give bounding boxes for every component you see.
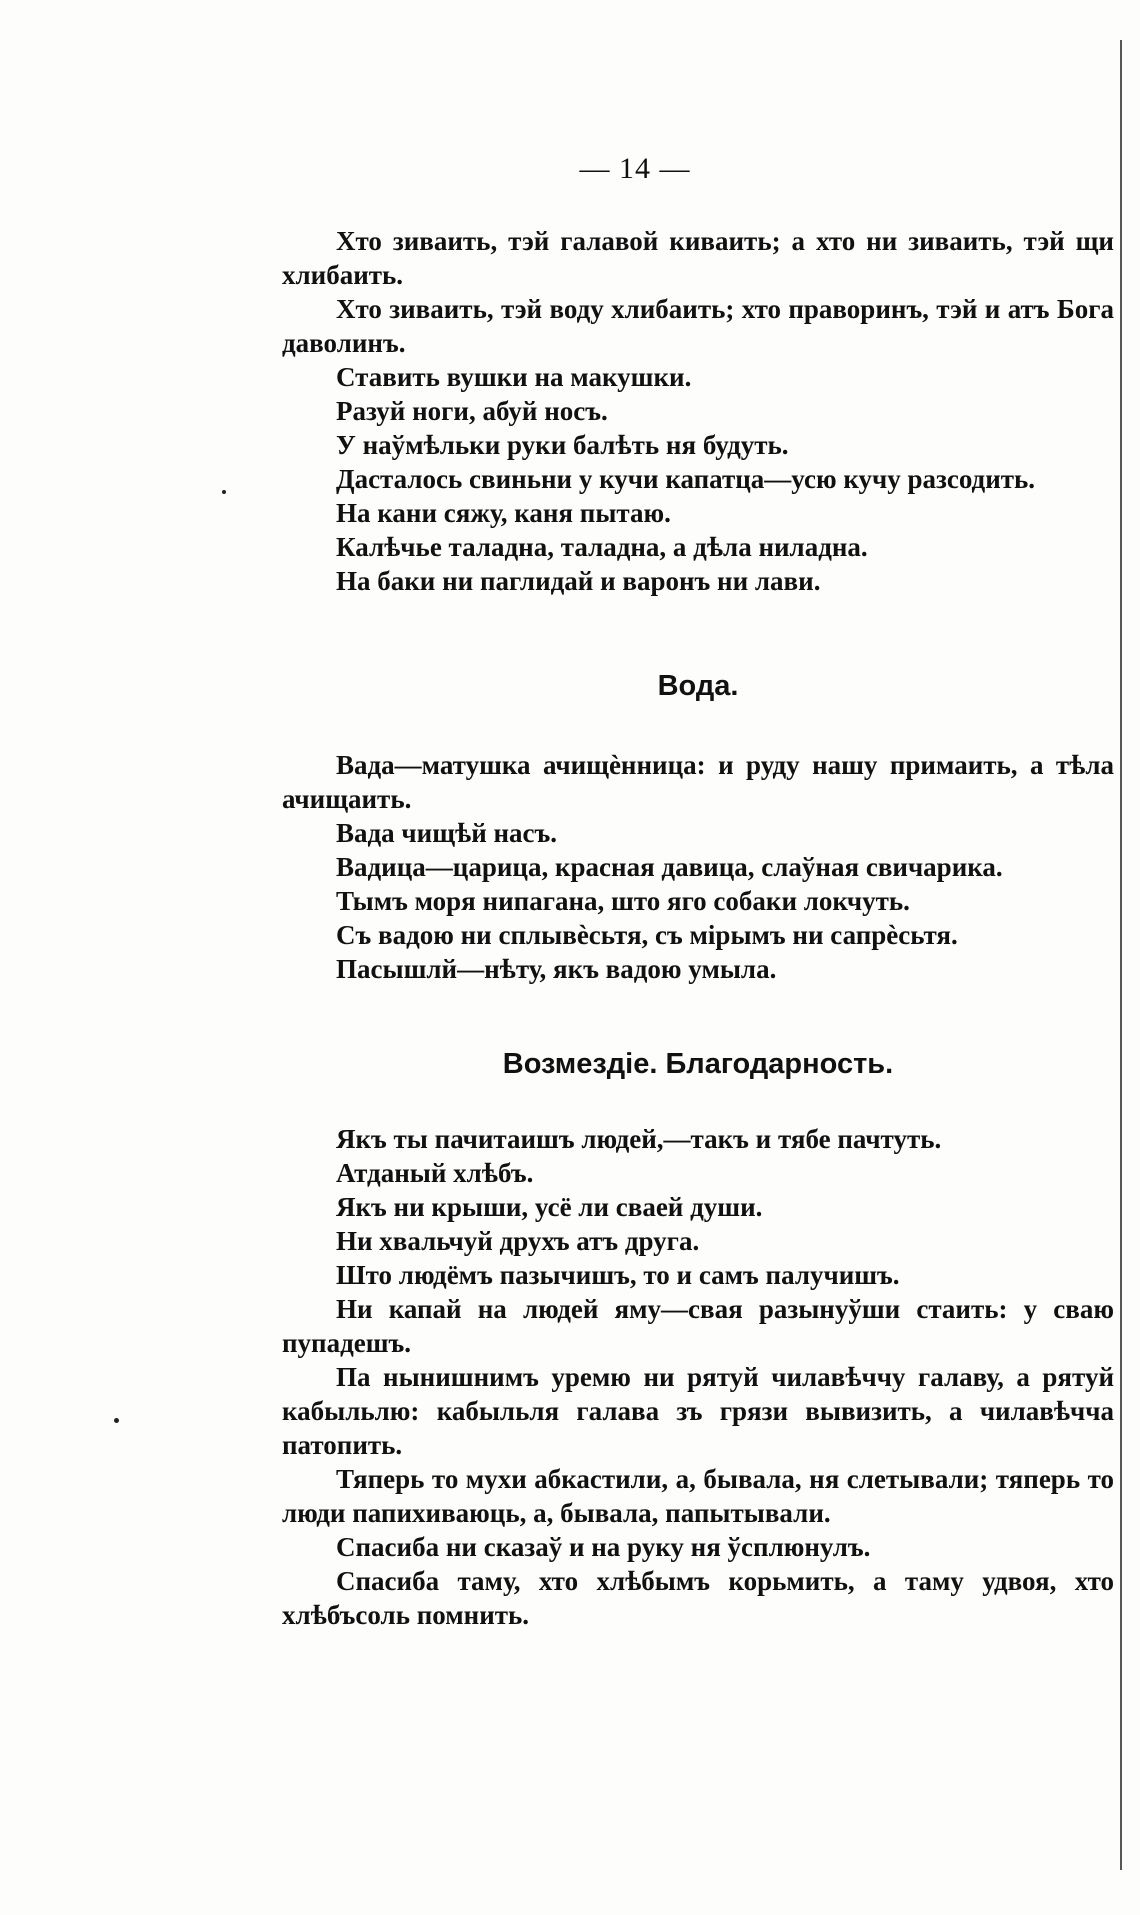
section-heading-voda [282, 670, 1114, 703]
voda-section [282, 748, 1114, 986]
proverb: Спасиба ни сказаў и на руку ня ўсплюнулъ. [336, 1532, 871, 1562]
proverb: Якъ ты пачитаишъ людей,—такъ и тябе пачтуть. [336, 1124, 942, 1154]
page-edge-line [1120, 40, 1122, 1870]
proverb: Якъ ни крыши, усё ли сваей души. [336, 1192, 763, 1222]
proverb: Вадица—царица, красная давица, слаўная свичарика. [336, 852, 1003, 882]
proverb: Тяперь то мухи абкастили, а, бывала, ня слетывали; тяперь то люди папихиваюць, а, бывала, папытывали. [282, 1464, 1114, 1528]
proverb: Хто зиваить, тэй воду хлибаить; хто праворинъ, тэй и атъ Бога даволинъ. [282, 294, 1114, 358]
proverb: Калѣчье таладна, таладна, а дѣла ниладна. [336, 532, 868, 562]
proverb: Ставить вушки на макушки. [336, 362, 692, 392]
proverb: На баки ни паглидай и варонъ ни лави. [336, 566, 821, 596]
proverb: Вада чищѣй насъ. [336, 818, 558, 848]
proverb: На кани сяжу, каня пытаю. [336, 498, 671, 528]
proverb: Съ вадою ни сплывѐсьтя, съ мірымъ ни сапрѐсьтя. [336, 920, 958, 950]
proverb: Хто зиваить, тэй галавой киваить; а хто ни зиваить, тэй щи хлибаить. [282, 226, 1114, 290]
page-number: — 14 — [579, 152, 691, 185]
proverb: Атданый хлѣбъ. [336, 1158, 534, 1188]
proverb: Дасталось свиньни у кучи капатца—усю кучу разсодить. [336, 464, 1036, 494]
proverb: Што людёмъ пазычишъ, то и самъ палучишъ. [336, 1260, 900, 1290]
proverb: У наўмѣльки руки балѣть ня будуть. [336, 430, 789, 460]
heading-voda: Вода. [657, 670, 739, 702]
intro-section [282, 224, 1114, 598]
proverb: Па нынишнимъ уремю ни рятуй чилавѣччу галаву, а рятуй кабыльлю: кабыльля галава зъ грязи вывизить, а чилавѣчча патопить. [282, 1362, 1114, 1460]
heading-vozmezdie: Возмездіе. Благодарность. [502, 1048, 894, 1080]
proverb: Тымъ моря нипагана, што яго собаки локчуть. [336, 886, 910, 916]
proverb: Пасышлй—нѣту, якъ вадою умыла. [336, 954, 777, 984]
proverb: Ни хвальчуй друхъ атъ друга. [336, 1226, 700, 1256]
vozmezdie-section [282, 1122, 1114, 1632]
ink-speck [114, 1418, 119, 1423]
proverb: Спасиба таму, хто хлѣбымъ корьмить, а таму удвоя, хто хлѣбъсоль помнить. [282, 1566, 1114, 1630]
proverb: Ни капай на людей яму—свая разынуўши стаить: у сваю пупадешъ. [282, 1294, 1114, 1358]
proverb: Вада—матушка ачищѐнница: и руду нашу примаить, а тѣла ачищаить. [282, 750, 1114, 814]
section-heading-vozmezdie [282, 1048, 1114, 1081]
proverb: Разуй ноги, абуй носъ. [336, 396, 608, 426]
ink-speck [222, 490, 226, 494]
